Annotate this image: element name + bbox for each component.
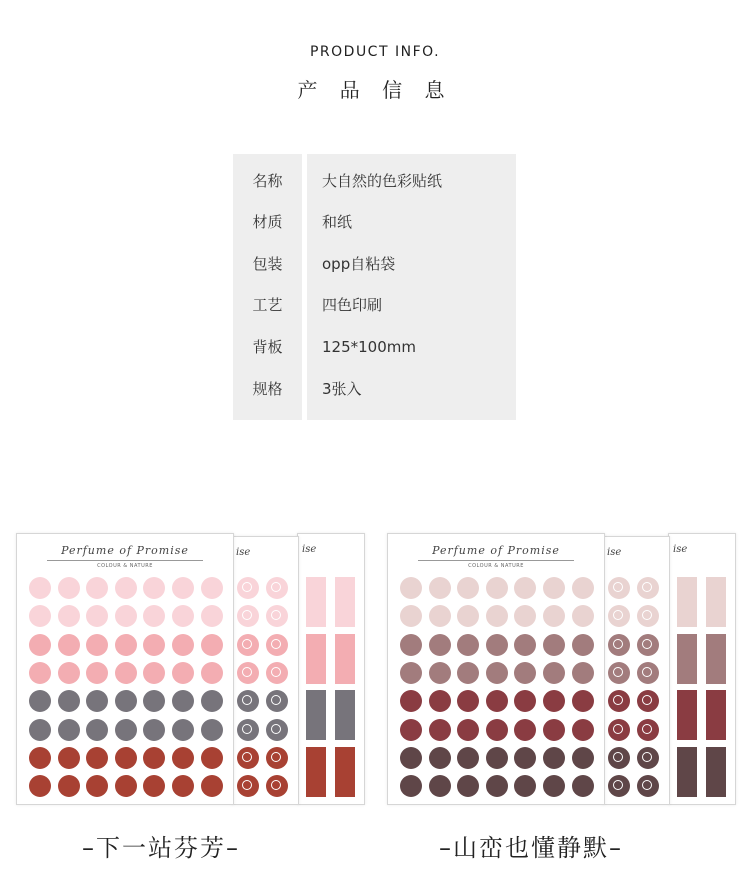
sticker-ring <box>266 577 288 599</box>
sticker-bar <box>677 577 697 627</box>
sticker-dot <box>486 719 508 741</box>
spec-row <box>233 249 516 279</box>
sticker-dot <box>400 690 422 712</box>
sticker-ring <box>637 775 659 797</box>
spec-table <box>233 154 516 420</box>
sticker-ring <box>637 719 659 741</box>
sticker-ring <box>237 719 259 741</box>
sticker-dot <box>514 747 536 769</box>
sheet-title-rule <box>418 560 574 561</box>
sticker-ring <box>266 662 288 684</box>
sticker-dot <box>543 719 565 741</box>
spec-row <box>233 207 516 237</box>
spec-key: 规格 <box>252 380 283 398</box>
sticker-dot <box>29 577 51 599</box>
sticker-dot <box>572 775 594 797</box>
sticker-dot <box>58 634 80 656</box>
sticker-dot <box>86 719 108 741</box>
sticker-ring <box>237 605 259 627</box>
sticker-dot <box>457 634 479 656</box>
sticker-dot <box>457 719 479 741</box>
sheet-title-fragment: ise <box>673 544 688 555</box>
sticker-dot <box>29 634 51 656</box>
sticker-ring <box>266 775 288 797</box>
sheet-title-rule <box>47 560 203 561</box>
sticker-dot <box>514 605 536 627</box>
sticker-dot <box>29 747 51 769</box>
sticker-ring <box>608 662 630 684</box>
sticker-dot <box>201 662 223 684</box>
spec-row <box>233 374 516 404</box>
sticker-ring <box>237 634 259 656</box>
sticker-ring <box>637 662 659 684</box>
sticker-dot <box>486 690 508 712</box>
spec-value: 和纸 <box>322 213 353 231</box>
sticker-dot <box>400 662 422 684</box>
sticker-bar <box>335 690 355 740</box>
sticker-dot <box>457 747 479 769</box>
sticker-dot <box>429 634 451 656</box>
sticker-dot <box>143 690 165 712</box>
spec-value: 125*100mm <box>322 338 416 356</box>
sticker-dot <box>400 719 422 741</box>
sticker-dot <box>172 577 194 599</box>
sticker-ring <box>608 747 630 769</box>
sticker-dot <box>115 690 137 712</box>
spec-value: 大自然的色彩贴纸 <box>322 172 443 190</box>
sheet-title: Perfume of Promise <box>61 544 189 557</box>
sheet-title: Perfume of Promise <box>432 544 560 557</box>
header-title-cn: 产 品 信 息 <box>297 78 453 102</box>
sticker-ring <box>637 605 659 627</box>
sticker-dot <box>115 605 137 627</box>
spec-key: 工艺 <box>252 296 283 314</box>
sticker-dot <box>543 662 565 684</box>
sticker-dot <box>143 577 165 599</box>
sticker-dot <box>514 690 536 712</box>
sticker-dot <box>172 775 194 797</box>
sticker-dot <box>143 634 165 656</box>
sticker-dot <box>143 747 165 769</box>
sticker-dot <box>115 577 137 599</box>
sticker-ring <box>237 775 259 797</box>
sheet-title-fragment: ise <box>236 547 251 558</box>
sticker-dot <box>29 605 51 627</box>
sticker-dot <box>486 605 508 627</box>
sticker-dot <box>457 662 479 684</box>
product-caption: –下一站芬芳– <box>82 834 240 862</box>
sticker-dot <box>429 719 451 741</box>
sticker-dot <box>143 719 165 741</box>
sticker-bar <box>706 690 726 740</box>
spec-key: 包装 <box>252 255 283 273</box>
sticker-dot <box>29 690 51 712</box>
sticker-dot <box>201 690 223 712</box>
sticker-dot <box>143 662 165 684</box>
sticker-bar <box>706 634 726 684</box>
sticker-dot <box>572 719 594 741</box>
sticker-dot <box>29 662 51 684</box>
sticker-ring <box>266 719 288 741</box>
sticker-dot <box>172 605 194 627</box>
sticker-dot <box>543 690 565 712</box>
sheet-title-fragment: ise <box>607 547 622 558</box>
sticker-bar <box>306 690 326 740</box>
sticker-dot <box>115 662 137 684</box>
sticker-dot <box>457 690 479 712</box>
sheet-title-fragment: ise <box>302 544 317 555</box>
sticker-ring <box>608 634 630 656</box>
sheet-subtitle: COLOUR & NATURE <box>97 563 153 569</box>
sticker-ring <box>237 577 259 599</box>
spec-value: opp自粘袋 <box>322 255 396 273</box>
sticker-ring <box>608 775 630 797</box>
sticker-ring <box>637 747 659 769</box>
sticker-ring <box>266 634 288 656</box>
sticker-dot <box>429 775 451 797</box>
sticker-dot <box>86 775 108 797</box>
sticker-dot <box>572 634 594 656</box>
sticker-dot <box>201 634 223 656</box>
sticker-ring <box>237 690 259 712</box>
sticker-dot <box>115 719 137 741</box>
sticker-dot <box>172 690 194 712</box>
sticker-dot <box>429 690 451 712</box>
sticker-dot <box>58 775 80 797</box>
sticker-ring <box>608 605 630 627</box>
sticker-dot <box>201 605 223 627</box>
sticker-dot <box>486 747 508 769</box>
sticker-dot <box>201 719 223 741</box>
spec-key: 背板 <box>252 338 283 356</box>
sticker-dot <box>86 690 108 712</box>
sticker-dot <box>572 747 594 769</box>
sticker-ring <box>608 690 630 712</box>
sticker-dot <box>58 747 80 769</box>
sticker-ring <box>608 577 630 599</box>
sticker-dot <box>486 662 508 684</box>
sticker-dot <box>86 662 108 684</box>
sticker-dot <box>400 605 422 627</box>
sticker-sheet-middle <box>602 536 670 805</box>
spec-row <box>233 332 516 362</box>
sticker-dot <box>172 747 194 769</box>
sticker-bar <box>306 634 326 684</box>
sticker-bar <box>335 747 355 797</box>
sticker-bar <box>677 747 697 797</box>
sticker-dot <box>572 690 594 712</box>
sticker-dot <box>429 605 451 627</box>
sticker-ring <box>266 747 288 769</box>
sticker-dot <box>543 577 565 599</box>
sticker-dot <box>543 747 565 769</box>
sticker-sheet-middle <box>231 536 299 805</box>
sticker-dot <box>143 605 165 627</box>
sticker-dot <box>115 775 137 797</box>
sticker-dot <box>543 775 565 797</box>
sticker-dot <box>514 662 536 684</box>
sticker-bar <box>306 577 326 627</box>
product-caption: –山峦也懂静默– <box>439 834 623 862</box>
sticker-dot <box>58 690 80 712</box>
sticker-dot <box>115 634 137 656</box>
sticker-bar <box>335 634 355 684</box>
sticker-dot <box>400 775 422 797</box>
sticker-dot <box>143 775 165 797</box>
sticker-dot <box>543 634 565 656</box>
sticker-dot <box>572 605 594 627</box>
sticker-dot <box>201 747 223 769</box>
sticker-ring <box>266 690 288 712</box>
sticker-dot <box>400 634 422 656</box>
spec-value: 四色印刷 <box>322 296 383 314</box>
sticker-dot <box>486 775 508 797</box>
sticker-sheet-front <box>387 533 605 805</box>
sticker-sheet-back <box>297 533 365 805</box>
sticker-ring <box>266 605 288 627</box>
spec-value: 3张入 <box>322 380 362 398</box>
sticker-dot <box>58 719 80 741</box>
sticker-dot <box>115 747 137 769</box>
sticker-sheet-front <box>16 533 234 805</box>
sticker-dot <box>86 577 108 599</box>
sticker-dot <box>429 577 451 599</box>
sticker-dot <box>543 605 565 627</box>
sticker-sheet-back <box>668 533 736 805</box>
sticker-dot <box>429 662 451 684</box>
sticker-dot <box>514 577 536 599</box>
sticker-dot <box>86 747 108 769</box>
sticker-dot <box>86 634 108 656</box>
sticker-dot <box>201 577 223 599</box>
sticker-dot <box>514 719 536 741</box>
sticker-ring <box>637 577 659 599</box>
sticker-dot <box>514 775 536 797</box>
sticker-dot <box>400 747 422 769</box>
sticker-bar <box>677 690 697 740</box>
spec-row <box>233 290 516 320</box>
sticker-ring <box>637 634 659 656</box>
header-title-en: PRODUCT INFO. <box>309 44 441 60</box>
sticker-dot <box>429 747 451 769</box>
sticker-dot <box>400 577 422 599</box>
spec-row <box>233 166 516 196</box>
sticker-ring <box>237 662 259 684</box>
sticker-dot <box>457 775 479 797</box>
sticker-dot <box>572 577 594 599</box>
sticker-dot <box>514 634 536 656</box>
sticker-dot <box>201 775 223 797</box>
sticker-bar <box>677 634 697 684</box>
spec-key: 名称 <box>252 172 283 190</box>
sticker-bar <box>706 747 726 797</box>
sticker-dot <box>29 719 51 741</box>
sticker-dot <box>572 662 594 684</box>
sticker-ring <box>237 747 259 769</box>
sticker-bar <box>706 577 726 627</box>
sticker-ring <box>637 690 659 712</box>
sticker-dot <box>486 577 508 599</box>
sticker-dot <box>172 634 194 656</box>
sticker-dot <box>457 605 479 627</box>
sticker-ring <box>608 719 630 741</box>
sticker-dot <box>86 605 108 627</box>
sticker-dot <box>58 577 80 599</box>
spec-key: 材质 <box>252 213 283 231</box>
sticker-dot <box>172 719 194 741</box>
sheet-subtitle: COLOUR & NATURE <box>468 563 524 569</box>
sticker-bar <box>335 577 355 627</box>
sticker-dot <box>58 662 80 684</box>
sticker-dot <box>29 775 51 797</box>
sticker-dot <box>172 662 194 684</box>
sticker-bar <box>306 747 326 797</box>
sticker-dot <box>457 577 479 599</box>
sticker-dot <box>486 634 508 656</box>
sticker-dot <box>58 605 80 627</box>
